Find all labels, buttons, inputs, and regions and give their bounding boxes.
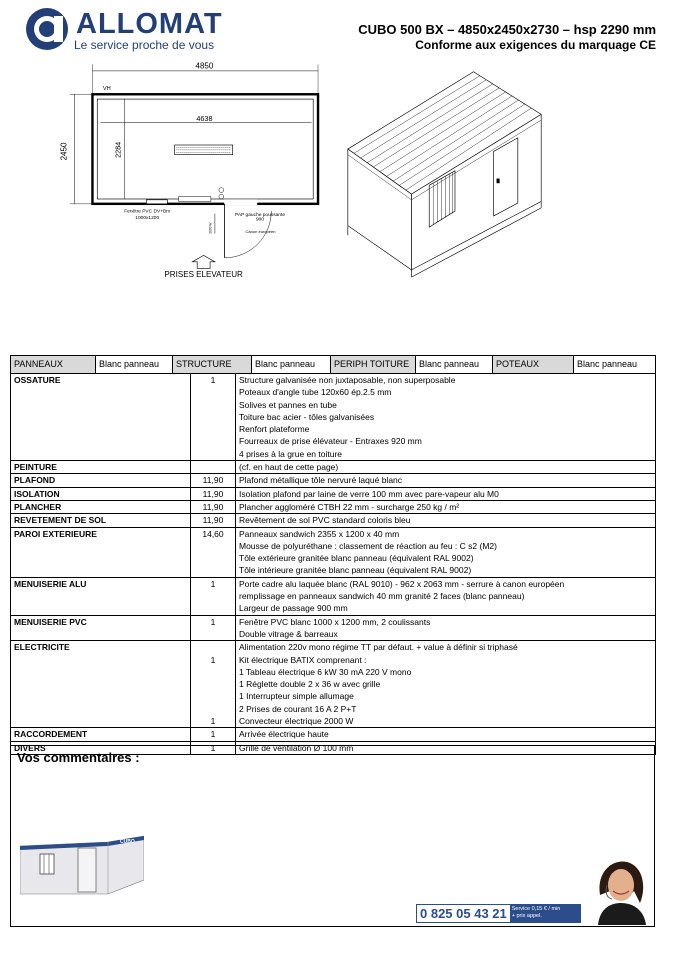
container-3d-view — [348, 72, 541, 277]
spec-qty-line — [193, 590, 233, 602]
spec-details-table — [10, 373, 656, 755]
spec-qty-line: 1 — [210, 375, 216, 385]
dim-inner-width: 4638 — [196, 113, 213, 123]
spec-desc-line: Fenêtre PVC blanc 1000 x 1200 mm, 2 coulissants — [239, 616, 431, 627]
spec-table — [10, 355, 656, 374]
spec-desc-line: (cf. en haut de cette page) — [239, 462, 339, 473]
spec-qty-line: 11,90 — [202, 475, 224, 486]
spec-desc-line: Arrivée électrique haute — [239, 729, 329, 740]
spec-qty-line — [193, 461, 233, 473]
lock-label: Canon européen — [245, 228, 276, 234]
spec-desc-line: Tôle intérieure granitée blanc panneau (équivalent RAL 9002) — [239, 565, 472, 576]
finish-label: PERIPH TOITURE — [331, 356, 416, 374]
support-agent-photo — [590, 855, 650, 925]
spec-row-label: PEINTURE — [11, 461, 191, 474]
spec-qty-line — [193, 690, 233, 702]
spec-qty-line: 1 — [210, 578, 216, 589]
spec-row — [11, 474, 656, 487]
spec-row-description — [236, 374, 656, 461]
brand-tagline: Le service proche de vous — [74, 38, 215, 52]
spec-row — [11, 577, 656, 615]
window-label-2: 1000x1200 — [135, 216, 160, 222]
spec-row — [11, 461, 656, 474]
page-title: CUBO 500 BX – 4850x2450x2730 – hsp 2290 mm — [358, 22, 656, 37]
spec-desc-line: 1 Réglette double 2 x 36 w avec grille — [239, 679, 381, 690]
spec-row-qty — [191, 728, 236, 741]
spec-qty-line — [193, 564, 233, 576]
spec-desc-line: Largeur de passage 900 mm — [239, 603, 348, 614]
spec-desc-line: remplissage en panneaux sandwich 40 mm granité 2 faces (blanc panneau) — [239, 591, 525, 602]
finish-value: Blanc panneau — [574, 356, 656, 374]
spec-qty-line — [193, 399, 233, 411]
spec-desc-line: 2 Prises de courant 16 A 2 P+T — [239, 703, 357, 714]
spec-desc-line: Kit électrique BATIX comprenant : — [239, 654, 367, 665]
finish-label: POTEAUX — [493, 356, 574, 374]
spec-row — [11, 641, 656, 728]
spec-row-qty — [191, 461, 236, 474]
spec-row — [11, 514, 656, 527]
spec-qty-line — [193, 540, 233, 552]
spec-qty-line — [193, 641, 233, 653]
spec-row-description — [236, 474, 656, 487]
lift-label: PRISES ELEVATEUR — [164, 270, 243, 280]
spec-desc-line: Toiture bac acier - tôles galvanisées — [239, 411, 375, 422]
spec-qty-line — [193, 386, 233, 398]
spec-row-qty — [191, 487, 236, 500]
spec-row-description — [236, 487, 656, 500]
spec-qty-line: 1 — [210, 654, 216, 665]
convector-label: 2000 W — [208, 222, 213, 234]
spec-desc-line: Mousse de polyuréthane : classement de réaction au feu : C s2 (M2) — [239, 540, 497, 551]
spec-row-description — [236, 641, 656, 728]
spec-row-description — [236, 615, 656, 641]
spec-desc-line: Plancher aggloméré CTBH 22 mm - surcharge 250 kg / m² — [239, 501, 460, 512]
spec-row-description — [236, 500, 656, 513]
spec-qty-line: 1 — [210, 742, 216, 753]
spec-desc-line: Renfort plateforme — [239, 424, 310, 435]
product-badge: CUBO — [120, 839, 135, 845]
door-label-2: 900 — [255, 217, 265, 223]
spec-qty-line: 11,90 — [202, 515, 224, 526]
spec-desc-line: Solives et pannes en tube — [239, 399, 337, 410]
spec-qty-line: 11,90 — [202, 488, 224, 499]
spec-row-label: PLANCHER — [11, 500, 191, 513]
spec-row-description — [236, 577, 656, 615]
finish-label: STRUCTURE — [173, 356, 252, 374]
finish-label: PANNEAUX — [11, 356, 96, 374]
finish-value: Blanc panneau — [252, 356, 331, 374]
spec-row-label: ELECTRICITE — [11, 641, 191, 728]
spec-qty-line — [193, 423, 233, 435]
spec-row — [11, 487, 656, 500]
spec-row — [11, 500, 656, 513]
spec-desc-line: Structure galvanisée non juxtaposable, non superposable — [239, 375, 456, 385]
finish-value: Blanc panneau — [96, 356, 173, 374]
spec-qty-line — [193, 435, 233, 447]
spec-row-description — [236, 527, 656, 577]
spec-row — [11, 728, 656, 741]
spec-row-qty — [191, 615, 236, 641]
spec-desc-line: Alimentation 220v mono régime TT par défaut. + value à définir si triphasé — [239, 642, 518, 653]
container-photo — [20, 832, 144, 904]
floor-plan — [70, 64, 318, 268]
finishes-row — [11, 356, 656, 374]
vh-label: VH — [102, 86, 111, 93]
spec-qty-line — [193, 628, 233, 640]
dim-inner-height: 2284 — [113, 141, 123, 158]
spec-qty-line — [193, 703, 233, 715]
spec-row — [11, 527, 656, 577]
spec-desc-line: Plafond métallique tôle nervuré laqué blanc — [239, 475, 403, 486]
spec-row-label: REVETEMENT DE SOL — [11, 514, 191, 527]
spec-desc-line: Fourreaux de prise élévateur - Entraxes 920 mm — [239, 436, 422, 447]
spec-row-label: MENUISERIE PVC — [11, 615, 191, 641]
spec-qty-line — [193, 552, 233, 564]
spec-desc-line: Poteaux d'angle tube 120x60 ép.2.5 mm — [239, 387, 392, 398]
spec-row — [11, 374, 656, 461]
spec-row-label: ISOLATION — [11, 487, 191, 500]
spec-qty-line: 1 — [210, 616, 216, 627]
spec-qty-line — [193, 666, 233, 678]
phone-rate-note — [510, 905, 580, 922]
spec-qty-line — [193, 448, 233, 460]
finish-value: Blanc panneau — [416, 356, 493, 374]
spec-row-qty — [191, 641, 236, 728]
dim-outer-width: 4850 — [195, 61, 214, 71]
spec-row-label: PLAFOND — [11, 474, 191, 487]
spec-row-description — [236, 461, 656, 474]
phone-number[interactable]: 0 825 05 43 21 — [420, 906, 507, 921]
spec-row-qty — [191, 527, 236, 577]
spec-row-description — [236, 728, 656, 741]
spec-desc-line: Tôle extérieure granitée blanc panneau (équivalent RAL 9002) — [239, 553, 474, 564]
spec-desc-line: 4 prises à la grue en toiture — [239, 448, 343, 459]
spec-row-label: OSSATURE — [11, 374, 191, 461]
spec-desc-line: 1 Tableau électrique 6 kW 30 mA 220 V mono — [239, 666, 412, 677]
spec-row — [11, 615, 656, 641]
spec-row-qty — [191, 514, 236, 527]
spec-desc-line: Convecteur électrique 2000 W — [239, 716, 354, 727]
spec-qty-line: 11,90 — [202, 501, 224, 512]
comments-title: Vos commentaires : — [17, 750, 140, 765]
spec-qty-line — [193, 602, 233, 614]
spec-qty-line — [193, 411, 233, 423]
spec-desc-line: Isolation plafond par laine de verre 100 mm avec pare-vapeur alu M0 — [239, 488, 499, 499]
spec-row-label: RACCORDEMENT — [11, 728, 191, 741]
spec-row-qty — [191, 374, 236, 461]
spec-row-label: MENUISERIE ALU — [11, 577, 191, 615]
spec-desc-line: 1 Interrupteur simple allumage — [239, 691, 354, 702]
spec-desc-line: Grille de ventilation Ø 100 mm — [239, 742, 354, 753]
phone-contact[interactable] — [416, 904, 581, 923]
dim-outer-height: 2450 — [59, 142, 69, 161]
spec-desc-line: Double vitrage & barreaux — [239, 628, 338, 639]
window-label-1: Fenêtre PVC DV+Brx — [124, 209, 171, 215]
spec-qty-line: 1 — [210, 716, 216, 727]
spec-row-qty — [191, 500, 236, 513]
spec-row-label: PAROI EXTERIEURE — [11, 527, 191, 577]
brand-name: ALLOMAT — [76, 8, 223, 40]
spec-row-qty — [191, 474, 236, 487]
technical-drawing — [0, 0, 570, 286]
spec-row-label: DIVERS — [11, 741, 191, 754]
spec-desc-line: Revêtement de sol PVC standard coloris bleu — [239, 515, 411, 526]
phone-note-1: Service 0,15 € / min — [511, 906, 561, 912]
spec-desc-line: Panneaux sandwich 2355 x 1200 x 40 mm — [239, 528, 400, 539]
spec-row-qty — [191, 577, 236, 615]
spec-qty-line: 14,60 — [202, 528, 224, 539]
page-subtitle: Conforme aux exigences du marquage CE — [415, 38, 656, 52]
spec-qty-line: 1 — [210, 729, 216, 740]
spec-qty-line — [193, 678, 233, 690]
phone-note-2: + prix appel. — [511, 913, 542, 919]
spec-row-description — [236, 514, 656, 527]
door-label-1: PAP gauche poussante — [235, 212, 286, 218]
spec-desc-line: Porte cadre alu laquée blanc (RAL 9010) - 962 x 2063 mm - serrure à canon européen — [239, 578, 565, 589]
